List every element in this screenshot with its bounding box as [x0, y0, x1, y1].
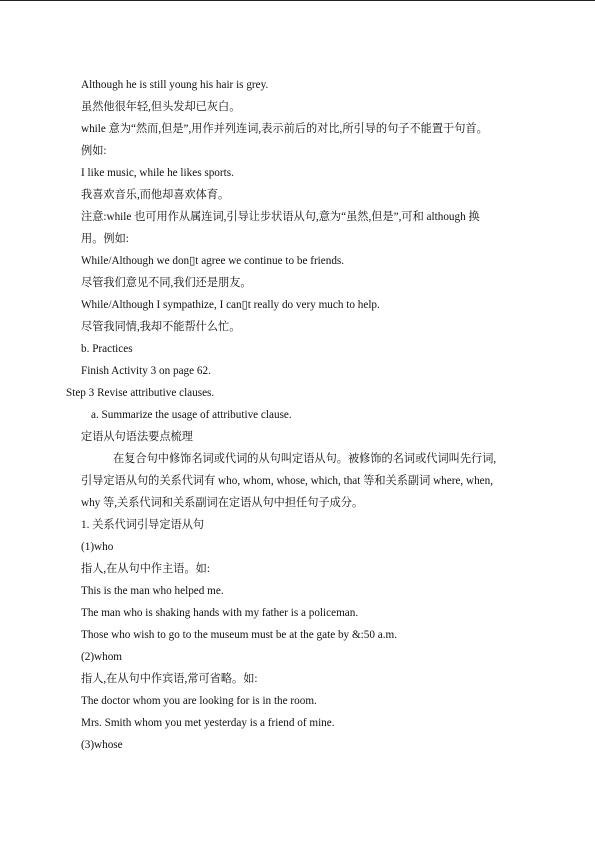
example-line: Those who wish to go to the museum must be at the gate by &:50 a.m.: [81, 629, 398, 641]
page-top-border: [0, 0, 595, 1]
text-line: why 等,关系代词和关系副词在定语从句中担任句子成分。: [81, 497, 364, 509]
list-label: a. Summarize the usage of attributive clause.: [91, 409, 292, 421]
text-line: 用。例如:: [81, 233, 129, 245]
subsection-heading: (1)who: [81, 541, 114, 553]
text-line: 引导定语从句的关系代词有 who, whom, whose, which, that 等和关系副词 where, when,: [81, 475, 494, 487]
text-line: 指人,在从句中作宾语,常可省略。如:: [81, 673, 258, 685]
text-line: While/Although we don▯t agree we continue to be friends.: [81, 255, 345, 267]
subsection-heading: (3)whose: [81, 739, 123, 751]
text-line: While/Although I sympathize, I can▯t really do very much to help.: [81, 299, 380, 311]
text-line: while 意为“然而,但是”,用作并列连词,表示前后的对比,所引导的句子不能置于句首。: [81, 123, 488, 135]
text-line: 指人,在从句中作主语。如:: [81, 563, 210, 575]
section-heading: 1. 关系代词引导定语从句: [81, 519, 205, 531]
example-line: The man who is shaking hands with my father is a policeman.: [81, 607, 359, 619]
text-line: 注意:while 也可用作从属连词,引导让步状语从句,意为“虽然,但是”,可和 although 换: [81, 211, 480, 223]
text-line: 在复合句中修饰名词或代词的从句叫定语从句。被修饰的名词或代词叫先行词,: [113, 453, 497, 465]
text-line: 例如:: [81, 145, 107, 157]
subsection-heading: (2)whom: [81, 651, 123, 663]
text-line: Although he is still young his hair is grey.: [81, 79, 269, 91]
example-line: This is the man who helped me.: [81, 585, 224, 597]
list-label: b. Practices: [81, 343, 133, 355]
text-line: 我喜欢音乐,而他却喜欢体育。: [81, 189, 230, 201]
text-line: 虽然他很年轻,但头发却已灰白。: [81, 101, 241, 113]
step-heading: Step 3 Revise attributive clauses.: [66, 387, 215, 399]
example-line: The doctor whom you are looking for is in the room.: [81, 695, 317, 707]
example-line: Mrs. Smith whom you met yesterday is a friend of mine.: [81, 717, 335, 729]
text-line: 尽管我们意见不同,我们还是朋友。: [81, 277, 252, 289]
text-line: I like music, while he likes sports.: [81, 167, 234, 179]
text-line: Finish Activity 3 on page 62.: [81, 365, 211, 377]
section-heading: 定语从句语法要点梳理: [81, 431, 193, 443]
text-line: 尽管我同情,我却不能帮什么忙。: [81, 321, 241, 333]
